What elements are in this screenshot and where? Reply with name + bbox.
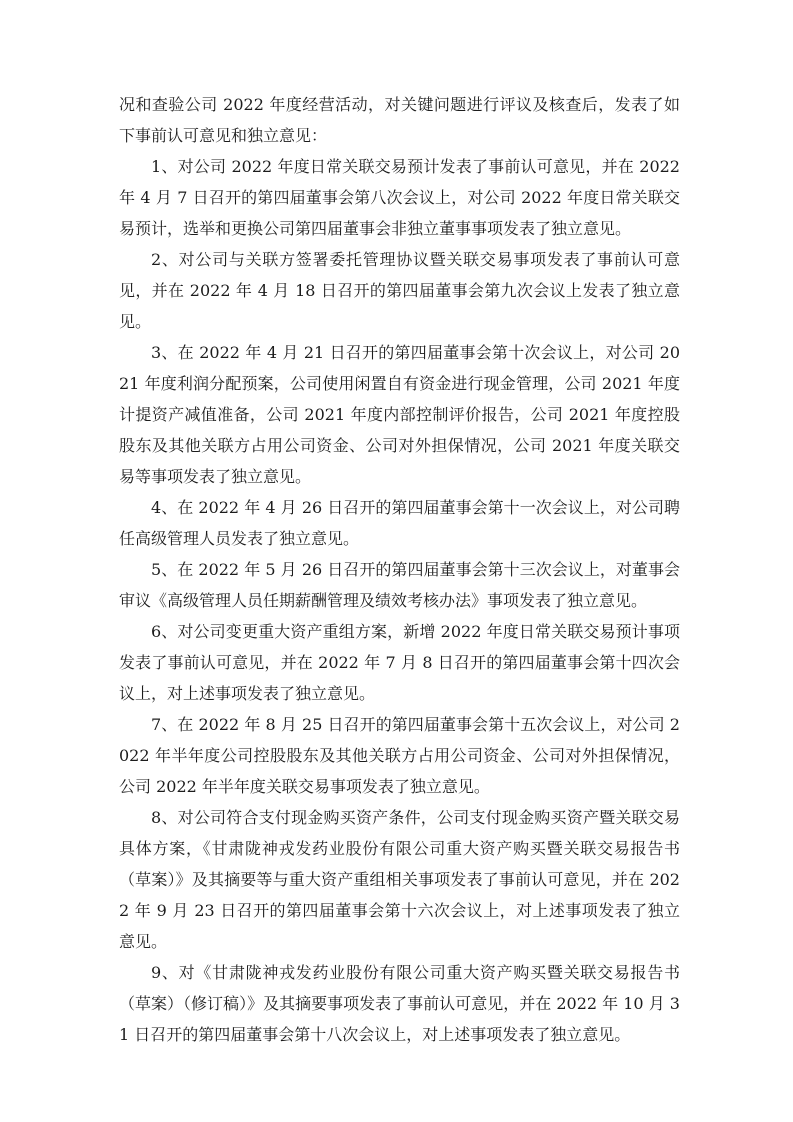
paragraph-item-1: 1、对公司 2022 年度日常关联交易预计发表了事前认可意见，并在 2022 年 4 月 7 日召开的第四届董事会第八次会议上，对公司 2022 年度日常关联交易预计，选举和更换公司第四届董事会非独立董事事项发表了独立意见。 bbox=[119, 157, 680, 238]
document-body bbox=[119, 89, 680, 1050]
paragraph-continuation: 况和查验公司 2022 年度经营活动，对关键问题进行评议及核查后，发表了如下事前认可意见和独立意见： bbox=[119, 95, 680, 145]
paragraph-item-9: 9、对《甘肃陇神戎发药业股份有限公司重大资产购买暨关联交易报告书（草案）（修订稿）》及其摘要事项发表了事前认可意见，并在 2022 年 10 月 31 日召开的第四届董事会第十八次会议上，对上述事项发表了独立意见。 bbox=[119, 963, 680, 1044]
paragraph-item-2: 2、对公司与关联方签署委托管理协议暨关联交易事项发表了事前认可意见，并在 2022 年 4 月 18 日召开的第四届董事会第九次会议上发表了独立意见。 bbox=[119, 250, 680, 331]
paragraph-item-5: 5、在 2022 年 5 月 26 日召开的第四届董事会第十三次会议上，对董事会审议《高级管理人员任期薪酬管理及绩效考核办法》事项发表了独立意见。 bbox=[119, 560, 680, 610]
paragraph-item-7: 7、在 2022 年 8 月 25 日召开的第四届董事会第十五次会议上，对公司 2022 年半年度公司控股股东及其他关联方占用公司资金、公司对外担保情况，公司 2022 年半年度关联交易事项发表了独立意见。 bbox=[119, 715, 680, 796]
paragraph-item-4: 4、在 2022 年 4 月 26 日召开的第四届董事会第十一次会议上，对公司聘任高级管理人员发表了独立意见。 bbox=[119, 498, 680, 548]
paragraph-item-6: 6、对公司变更重大资产重组方案，新增 2022 年度日常关联交易预计事项发表了事前认可意见，并在 2022 年 7 月 8 日召开的第四届董事会第十四次会议上，对上述事项发表了独立意见。 bbox=[119, 622, 680, 703]
paragraph-item-8: 8、对公司符合支付现金购买资产条件，公司支付现金购买资产暨关联交易具体方案，《甘肃陇神戎发药业股份有限公司重大资产购买暨关联交易报告书（草案）》及其摘要等与重大资产重组相关事项发表了事前认可意见，并在 2022 年 9 月 23 日召开的第四届董事会第十六次会议上，对上述事项发表了独立意见。 bbox=[119, 808, 680, 951]
paragraph-item-3: 3、在 2022 年 4 月 21 日召开的第四届董事会第十次会议上，对公司 2021 年度利润分配预案，公司使用闲置自有资金进行现金管理，公司 2021 年度计提资产减值准备，公司 2021 年度内部控制评价报告，公司 2021 年度控股股东及其他关联方占用公司资金、公司对外担保情况，公司 2021 年度关联交易等事项发表了独立意见。 bbox=[119, 343, 680, 486]
